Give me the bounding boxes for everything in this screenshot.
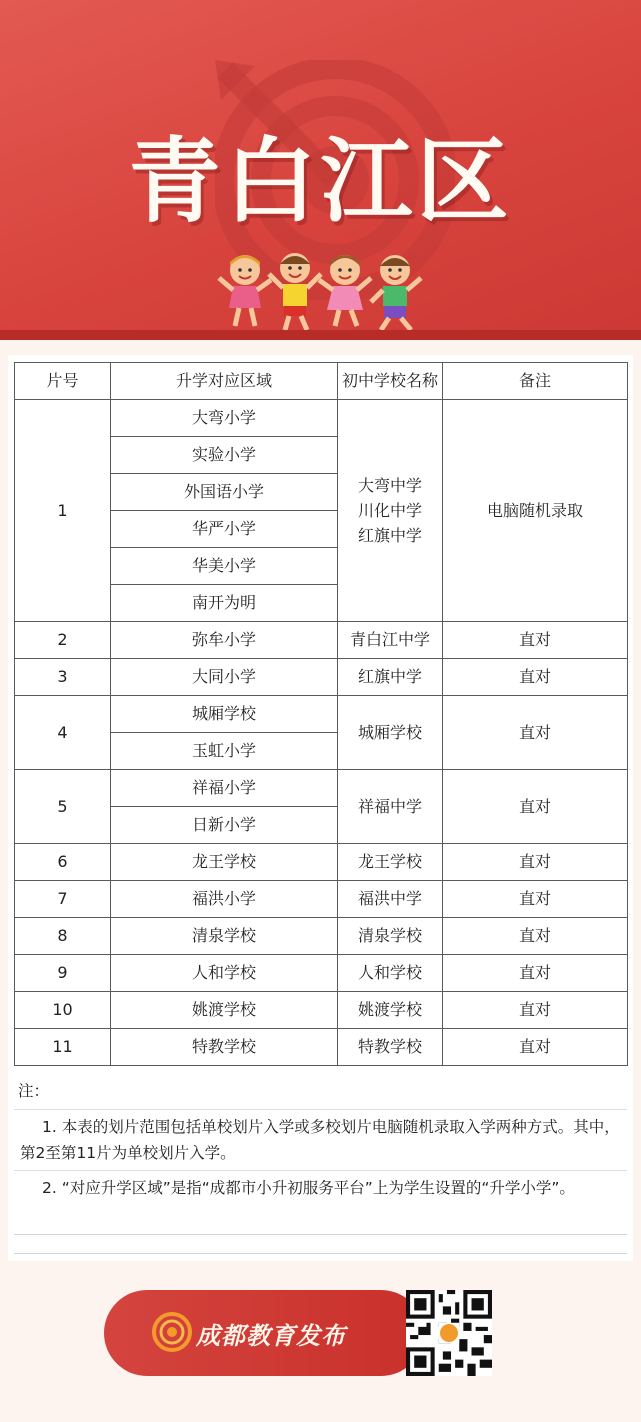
table-row [15, 1029, 628, 1066]
table-row [15, 844, 628, 881]
area-cell: 人和学校 [111, 955, 338, 992]
school-cell: 姚渡学校 [338, 992, 443, 1029]
school-cell: 龙王学校 [338, 844, 443, 881]
note-cell: 直对 [443, 955, 628, 992]
area-cell: 姚渡学校 [111, 992, 338, 1029]
school-cell: 城厢学校 [338, 696, 443, 770]
empty-row [14, 1216, 627, 1235]
note-cell: 直对 [443, 992, 628, 1029]
area-cell: 南开为明 [111, 585, 338, 622]
note-cell: 直对 [443, 1029, 628, 1066]
school-name: 大弯中学 [357, 476, 422, 495]
zone-id: 5 [15, 770, 111, 844]
school-cell: 特教学校 [338, 1029, 443, 1066]
zone-id: 11 [15, 1029, 111, 1066]
notes-section [14, 1073, 627, 1205]
notes-title: 注： [18, 1082, 50, 1100]
zone-id: 7 [15, 881, 111, 918]
area-cell: 大同小学 [111, 659, 338, 696]
table-row [15, 770, 628, 807]
chengdu-edu-logo-icon [152, 1312, 192, 1352]
table-row [15, 992, 628, 1029]
header-cell: 备注 [443, 363, 628, 400]
note-cell: 电脑随机录取 [443, 400, 628, 622]
kids-illustration [215, 248, 425, 332]
note-cell: 直对 [443, 918, 628, 955]
zone-id: 10 [15, 992, 111, 1029]
area-cell: 福洪小学 [111, 881, 338, 918]
note-item: 1. 本表的划片范围包括单校划片入学或多校划片电脑随机录取入学两种方式。其中，第2至第11片为单校划片入学。 [14, 1109, 627, 1170]
zone-id: 9 [15, 955, 111, 992]
note-cell: 直对 [443, 770, 628, 844]
table-row [15, 659, 628, 696]
note-item: 2. “对应升学区域”是指“成都市小升初服务平台”上为学生设置的“升学小学”。 [14, 1170, 627, 1205]
area-cell: 玉虹小学 [111, 733, 338, 770]
school-cell: 青白江中学 [338, 622, 443, 659]
table-row [15, 696, 628, 733]
brand-name: 成都教育发布 [196, 1322, 346, 1350]
note-cell: 直对 [443, 881, 628, 918]
area-cell: 实验小学 [111, 437, 338, 474]
area-cell: 清泉学校 [111, 918, 338, 955]
empty-rows [14, 1216, 627, 1254]
header-banner [0, 0, 641, 340]
zone-id: 8 [15, 918, 111, 955]
area-cell: 华严小学 [111, 511, 338, 548]
area-cell: 日新小学 [111, 807, 338, 844]
zone-id: 3 [15, 659, 111, 696]
table-row [15, 881, 628, 918]
zone-id: 6 [15, 844, 111, 881]
zone-id: 1 [15, 400, 111, 622]
enrollment-table [14, 362, 628, 1066]
note-cell: 直对 [443, 622, 628, 659]
zone-id: 4 [15, 696, 111, 770]
header-cell: 初中学校名称 [338, 363, 443, 400]
school-name: 川化中学 [357, 501, 422, 520]
area-cell: 大弯小学 [111, 400, 338, 437]
table-row [15, 955, 628, 992]
empty-row [14, 1235, 627, 1254]
area-cell: 外国语小学 [111, 474, 338, 511]
note-cell: 直对 [443, 844, 628, 881]
banner-bottom-edge [0, 330, 641, 340]
school-cell: 红旗中学 [338, 659, 443, 696]
table-row [15, 622, 628, 659]
zone-id: 2 [15, 622, 111, 659]
school-name: 红旗中学 [357, 526, 422, 545]
table-row [15, 918, 628, 955]
area-cell: 城厢学校 [111, 696, 338, 733]
header-cell: 片号 [15, 363, 111, 400]
note-cell: 直对 [443, 696, 628, 770]
table-row [15, 400, 628, 437]
table-header-row [15, 363, 628, 400]
school-cell: 福洪中学 [338, 881, 443, 918]
page-title: 青白江区 [128, 127, 513, 235]
area-cell: 弥牟小学 [111, 622, 338, 659]
brand-pill[interactable] [104, 1290, 424, 1376]
area-cell: 龙王学校 [111, 844, 338, 881]
school-cell [338, 400, 443, 622]
area-cell: 华美小学 [111, 548, 338, 585]
qr-code[interactable] [406, 1290, 492, 1376]
area-cell: 祥福小学 [111, 770, 338, 807]
note-cell: 直对 [443, 659, 628, 696]
header-cell: 升学对应区域 [111, 363, 338, 400]
school-cell: 祥福中学 [338, 770, 443, 844]
school-cell: 清泉学校 [338, 918, 443, 955]
school-cell: 人和学校 [338, 955, 443, 992]
area-cell: 特教学校 [111, 1029, 338, 1066]
